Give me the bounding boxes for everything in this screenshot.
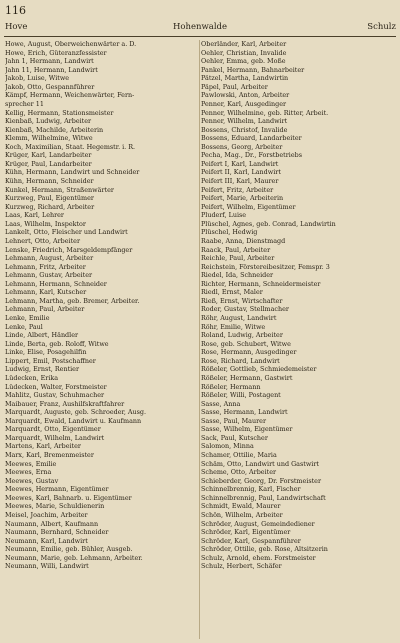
directory-entry: Kienbaß, Machilde, Arbeiterin <box>5 125 104 134</box>
directory-entry: Naumann, Albert, Kaufmann <box>5 519 99 528</box>
directory-entry: Pätzel, Martha, Landwirtin <box>201 74 289 83</box>
directory-entry: Marquardt, Ewald, Landwirt u. Kaufmann <box>5 416 142 425</box>
directory-entry: Riedel, Ida, Schneider <box>201 271 274 280</box>
directory-entry: Lüdecken, Walter, Forstmeister <box>5 382 107 391</box>
directory-entry: Peifert, Marie, Arbeiterin <box>201 194 284 203</box>
directory-entry: Linde, Berta, geb. Roloff, Witwe <box>5 339 109 348</box>
directory-entry: Lehmann, Karl, Kutscher <box>5 288 87 297</box>
directory-entry: Jakob, Otto, Gespannführer <box>5 82 95 91</box>
directory-entry: Peifert III, Karl, Maurer <box>201 177 279 185</box>
directory-entry: Kühn, Hermann, Schneider <box>5 177 94 185</box>
directory-entry: Jahn 1, Hermann, Landwirt <box>5 57 94 66</box>
directory-entry: Jahn 11, Hermann, Landwirt <box>5 65 98 74</box>
header-place-name: Hohenwalde <box>172 22 228 32</box>
directory-entry: Kämpf, Hermann, Weichenwärter, Fern- <box>5 91 135 100</box>
directory-entry: Naumann, Bernhard, Schneider <box>5 528 109 537</box>
directory-entry: Lehmann, Fritz, Arbeiter <box>5 262 86 271</box>
directory-entry: Schmidt, Ewald, Maurer <box>201 502 281 511</box>
directory-entry: Sasse, Wilhelm, Eigentümer <box>201 425 293 434</box>
directory-entry: Sasse, Anna <box>201 399 241 408</box>
directory-entry: Plüschel, Hedwig <box>201 228 258 237</box>
directory-entry: Meewes, Karl, Bahnarb. u. Eigentümer <box>5 493 132 502</box>
directory-entry: Kühn, Hermann, Landwirt und Schneider <box>5 168 140 177</box>
directory-entry: Sack, Paul, Kutscher <box>201 433 268 442</box>
directory-entry: Meewes, Erna <box>5 468 52 477</box>
directory-entry: Schamer, Ottilie, Maria <box>201 451 277 459</box>
directory-entry: Röhr, August, Landwirt <box>201 314 277 322</box>
directory-entry: Pluderf, Luise <box>201 211 247 220</box>
directory-entry: Laas, Karl, Lehrer <box>5 211 64 220</box>
directory-entry: Mahlitz, Gustav, Schuhmacher <box>5 391 105 400</box>
directory-entry: Marquardt, Otto, Eigentümer <box>5 425 101 434</box>
directory-entry: Oehler, Emma, geb. Moße <box>201 57 286 66</box>
directory-entry: Oberländer, Karl, Arbeiter <box>201 40 287 48</box>
directory-entry: Laas, Wilhelm, Inspektor <box>5 219 86 228</box>
directory-entry: Rößeler, Willi, Postagent <box>201 391 281 400</box>
directory-entry: Peifert, Wilhelm, Eigentümer <box>201 202 296 211</box>
directory-entry: Neumann, Marie, geb. Lehmann, Arbeiter. <box>5 553 143 562</box>
directory-entry: Sasse, Hermann, Landwirt <box>201 408 288 417</box>
directory-entry: Scheme, Otto, Arbeiter <box>201 468 277 477</box>
directory-entry: Penner, Wilhelmine, geb. Ritter, Arbeit. <box>201 108 329 117</box>
directory-entry: Salomon, Minna <box>201 442 254 451</box>
directory-entry: Lenke, Paul <box>5 322 43 331</box>
directory-entry: Raabe, Anna, Dienstmagd <box>201 236 286 245</box>
directory-entry: Kurzweg, Richard, Arbeiter <box>5 202 95 211</box>
directory-entry: Maibauer, Franz, Aushilfskraftfahrer <box>5 399 125 408</box>
directory-entry: Lehmann, Gustav, Arbeiter <box>5 271 93 280</box>
directory-entry: Marquardt, Auguste, geb. Schroeder, Ausg. <box>5 408 147 417</box>
directory-entry: Neumann, Willi, Landwirt <box>5 562 89 571</box>
column-divider <box>199 40 200 639</box>
directory-entry: sprecher 11 <box>5 99 44 108</box>
directory-entry: Meewes, Marie, Schuldienerin <box>5 502 105 511</box>
directory-entry: Schäm, Otto, Landwirt und Gastwirt <box>201 459 319 468</box>
directory-entry: Richter, Hermann, Schneidermeister <box>201 279 321 288</box>
directory-entry: Rose, Richard, Landwirt <box>201 356 280 365</box>
header-first-entry: Hove <box>5 22 28 32</box>
directory-entry: Meisel, Joachim, Arbeiter <box>5 510 88 519</box>
directory-entry: Kellig, Hermann, Stationsmeister <box>5 108 114 117</box>
directory-entry: Roder, Gustav, Stellmacher <box>201 305 289 314</box>
directory-entry: Linde, Albert, Händler <box>5 331 79 340</box>
directory-entry: Penner, Karl, Ausgedinger <box>201 99 287 108</box>
directory-entry: Penner, Wilhelm, Landwirt <box>201 117 288 126</box>
directory-entry: Howe, Erich, Güteranzfessister <box>5 48 107 57</box>
directory-entry: Peifert I, Karl, Landwirt <box>201 159 279 168</box>
directory-entry: Rößeler, Hermann, Gastwirt <box>201 373 293 382</box>
directory-entry: Schröder, Ottilie, geb. Rose, Altsitzerin <box>201 545 328 554</box>
directory-entry: Schröder, August, Gemeindediener <box>201 519 315 528</box>
directory-entry: Peifert II, Karl, Landwirt <box>201 168 281 177</box>
directory-entry: Roland, Ludwig, Arbeiter <box>201 331 283 340</box>
directory-entry: Päpel, Paul, Arbeiter <box>201 82 268 91</box>
directory-entry: Röhr, Emilie, Witwe <box>201 322 266 331</box>
left-column <box>5 40 198 639</box>
directory-entry: Jakob, Luise, Witwe <box>5 74 70 83</box>
directory-entry: Reichle, Paul, Arbeiter <box>201 254 275 263</box>
directory-entry: Bossens, Georg, Arbeiter <box>201 142 283 151</box>
directory-entry: Neumann, Emilie, geb. Bühler, Ausgeb. <box>5 545 133 554</box>
directory-entry: Schulz, Arnold, ehem. Forstmeister <box>201 553 316 562</box>
directory-entry: Pecha, Mag., Dr., Forstbetriebs <box>201 151 302 160</box>
directory-entry: Rößeler, Hermann <box>201 382 261 391</box>
directory-entry: Raack, Paul, Arbeiter <box>201 245 271 254</box>
directory-entry: Kunkel, Hermann, Straßenwärter <box>5 185 114 194</box>
directory-entry: Riedl, Ernst, Maler <box>201 288 263 297</box>
directory-entry: Schinnelbrennig, Karl, Fischer <box>201 485 301 494</box>
directory-entry: Koch, Maximilian, Staat. Hegemstr. i. R. <box>5 142 136 151</box>
running-header <box>0 22 400 34</box>
directory-entry: Plüschel, Agnes, geb. Conrad, Landwirtin <box>201 219 336 228</box>
directory-entry: Schröder, Karl, Eigentümer <box>201 528 291 537</box>
directory-entry: Lehnert, Otto, Arbeiter <box>5 236 81 245</box>
directory-entry: Pankel, Hermann, Bahnarbeiter <box>201 65 305 74</box>
directory-entry: Lenke, Emilie <box>5 314 50 322</box>
directory-entry: Lehmann, August, Arbeiter <box>5 254 94 263</box>
directory-entry: Howe, August, Oberweichenwärter a. D. <box>5 40 137 48</box>
directory-entry: Meewes, Emilie <box>5 459 57 468</box>
directory-entry: Kienbaß, Ludwig, Arbeiter <box>5 117 92 126</box>
directory-entry: Kurzweg, Paul, Eigentümer <box>5 194 94 203</box>
directory-entry: Linke, Elise, Posagehilfin <box>5 348 87 357</box>
directory-entry: Martens, Karl, Arbeiter <box>5 442 81 451</box>
directory-entry: Rose, geb. Schubert, Witwe <box>201 339 291 348</box>
directory-entry: Pawlowski, Anton, Arbeiter <box>201 91 290 100</box>
directory-entry: Sasse, Paul, Maurer <box>201 416 266 425</box>
directory-entry: Bossens, Christof, Invalide <box>201 125 288 134</box>
directory-entry: Lehmann, Martha, geb. Bremer, Arbeiter. <box>5 296 140 305</box>
directory-entry: Lehmann, Paul, Arbeiter <box>5 305 85 314</box>
directory-entry: Bossens, Eduard, Landarbeiter <box>201 134 302 143</box>
directory-entry: Meewes, Gustav <box>5 476 59 485</box>
directory-entry: Klemm, Wilhelmine, Witwe <box>5 134 93 143</box>
directory-entry: Oehler, Christian, Invalide <box>201 48 287 57</box>
directory-entry: Schön, Wilhelm, Arbeiter <box>201 510 283 519</box>
directory-entry: Reichstein, Förstereibesitzer, Femspr. 3 <box>201 262 330 271</box>
directory-entry: Rieß, Ernst, Wirtschafter <box>201 296 283 305</box>
directory-entry: Lehmann, Hermann, Schneider <box>5 279 107 288</box>
directory-entry: Schulz, Herbert, Schäfer <box>201 562 282 571</box>
directory-entry: Marquardt, Wilhelm, Landwirt <box>5 433 105 442</box>
directory-entry: Lüdecken, Erika <box>5 373 59 382</box>
directory-entry: Krüger, Paul, Landarbeiter <box>5 159 92 168</box>
directory-entry: Rose, Hermann, Ausgedinger <box>201 348 297 357</box>
directory-entry: Neumann, Karl, Landwirt <box>5 536 88 545</box>
directory-entry: Peifert, Fritz, Arbeiter <box>201 185 274 194</box>
directory-entry: Krüger, Karl, Landarbeiter <box>5 151 92 160</box>
directory-entry: Lankelt, Otto, Fleischer und Landwirt <box>5 228 128 237</box>
directory-entry: Marx, Karl, Bremenmeister <box>5 451 94 459</box>
right-column <box>201 40 397 639</box>
header-last-entry: Schulz <box>367 22 396 32</box>
page-number: 116 <box>5 4 26 17</box>
directory-entry: Schieberder, Georg, Dr. Forstmeister <box>201 476 321 485</box>
directory-entry: Rößeler, Gottlieb, Schmiedemeister <box>201 365 317 374</box>
directory-entry: Lenske, Friedrich, Marsgeldempfänger <box>5 245 133 254</box>
directory-entry: Schröder, Karl, Gespannführer <box>201 536 301 545</box>
header-rule <box>4 36 396 37</box>
directory-entry: Schinnelbrennig, Paul, Landwirtschaft <box>201 493 326 502</box>
directory-entry: Ludwig, Ernst, Rentier <box>5 365 80 374</box>
directory-entry: Lippert, Emil, Postschaffner <box>5 356 96 365</box>
directory-entry: Meewes, Hermann, Eigentümer <box>5 485 109 494</box>
